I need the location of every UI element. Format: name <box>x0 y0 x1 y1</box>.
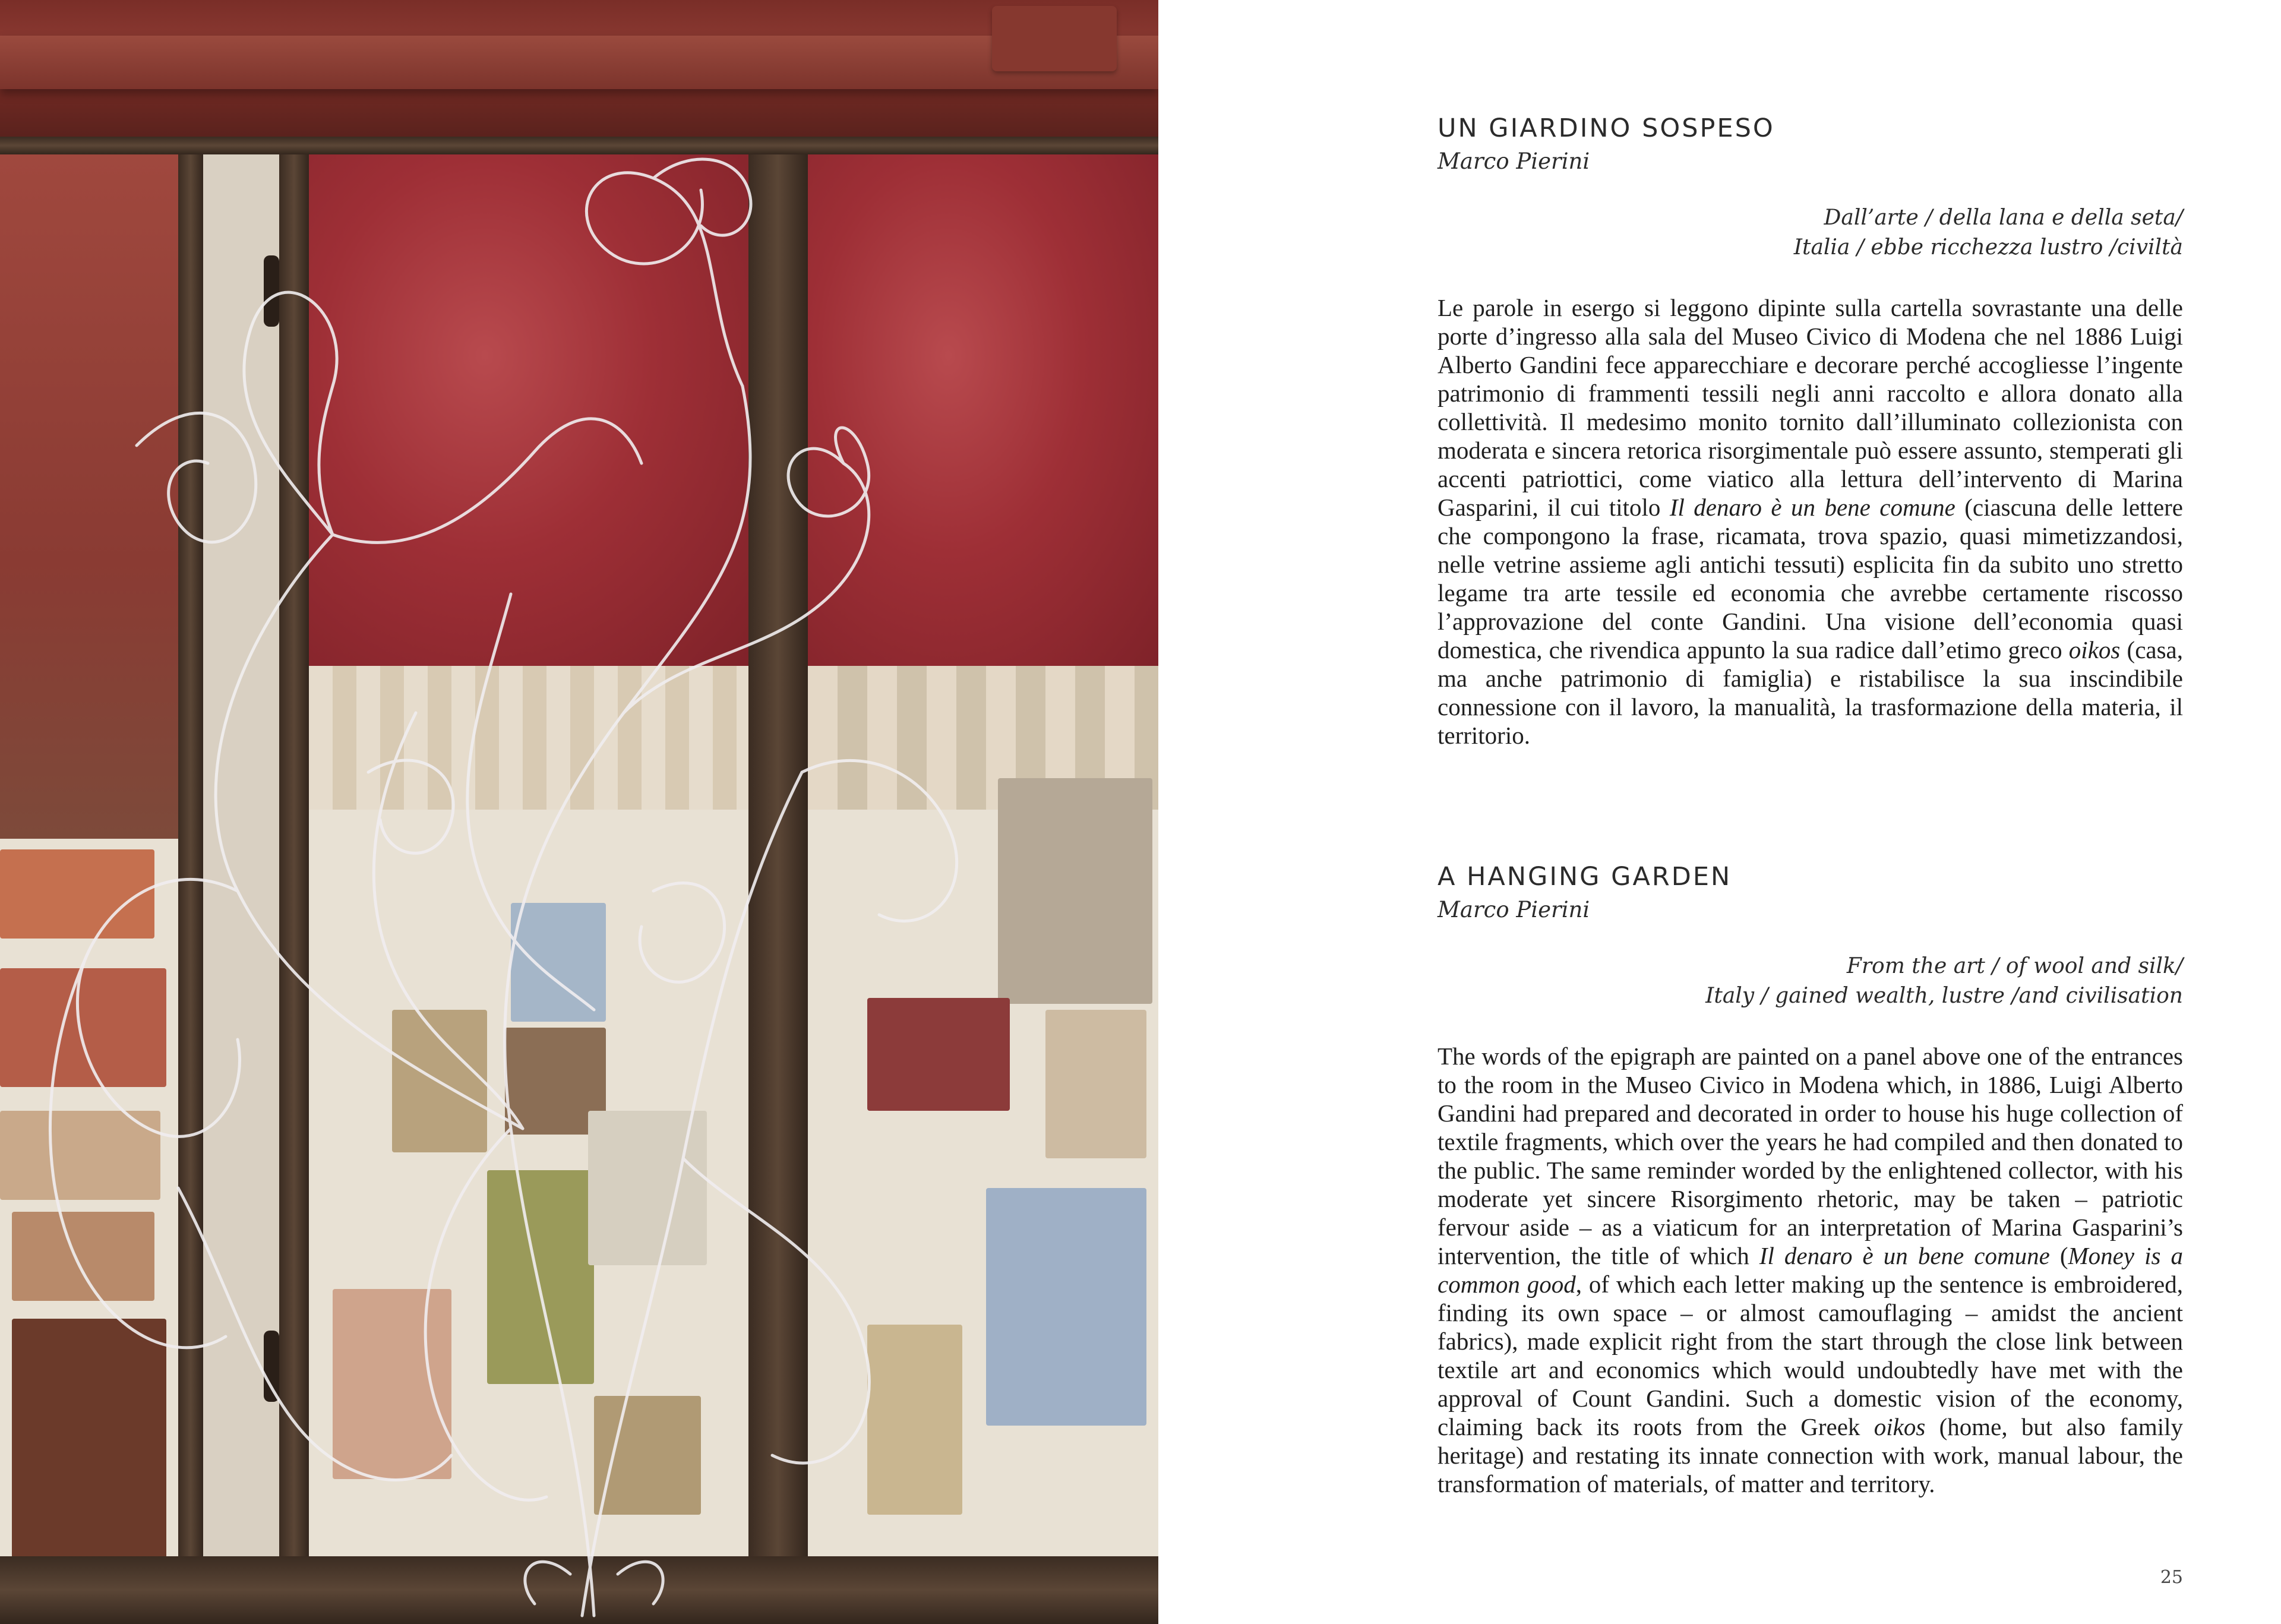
italian-section <box>1438 112 2183 750</box>
english-epigraph-line-1: From the art / of wool and silk/ <box>1846 954 2183 978</box>
italian-epigraph-line-2: Italia / ebbe ricchezza lustro /civiltà <box>1793 235 2183 260</box>
english-body-text: The words of the epigraph are painted on a panel above one of the entrances to the room in the Museo Civico in Modena which, in 1886, Luigi Alberto Gandini had prepared and decorated in order to house his huge collection of textile fragments, which over the years he had compiled and then donated to the public. The same reminder worded by the enlightened collector, with his moderate yet sincere Risorgimento rhetoric, may be taken – patriotic fervour aside – as a viaticum for an interpretation of Marina Gasparini’s intervention, the title of which Il denaro è un bene comune (Money is a common good, of which each letter making up the sentence is embroidered, finding its own space – or almost camouflaging – amidst the ancient fabrics), made explicit right from the start through the close link between textile art and economics which would undoubtedly have met with the approval of Count Gandini. Such a domestic vision of the economy, claiming back its roots from the Greek oikos (home, but also family heritage) and restating its innate connection with work, manual labour, the transformation of materials, of matter and territory. <box>1438 1042 2184 1497</box>
page-number: 25 <box>2160 1567 2183 1588</box>
italian-title: UN GIARDINO SOSPESO <box>1438 113 1775 143</box>
italian-epigraph-line-1: Dall’arte / della lana e della seta/ <box>1824 206 2183 230</box>
italian-author: Marco Pierini <box>1438 149 1590 174</box>
english-epigraph-line-2: Italy / gained wealth, lustre /and civilisation <box>1705 984 2183 1008</box>
english-section <box>1438 860 2183 1498</box>
text-page <box>1158 0 2281 1624</box>
english-author: Marco Pierini <box>1438 897 1590 922</box>
english-title: A HANGING GARDEN <box>1438 862 1732 892</box>
italian-body-text: Le parole in esergo si leggono dipinte sulla cartella sovrastante una delle porte d’ingresso alla sala del Museo Civico di Modena che nel 1886 Luigi Alberto Gandini fece apparecchiare e decorare perché accogliesse l’ingente patrimonio di frammenti tessili negli anni raccolto e allora donato alla collettività. Il medesimo monito tornito dall’illuminato collezionista con moderata e sincera retorica risorgimentale può essere assunto, stemperati gli accenti patriottici, come viatico alla lettura dell’intervento di Marina Gasparini, il cui titolo Il denaro è un bene comune (ciascuna delle lettere che compongono la frase, ricamata, trova spazio, quasi mimetizzandosi, nelle vetrine assieme agli antichi tessuti) esplicita fin da subito uno stretto legame tra arte tessile ed economia che avrebbe certamente riscosso l’approvazione del conte Gandini. Una visione dell’economia quasi domestica, che rivendica appunto la sua radice dall’etimo greco oikos (casa, ma anche patrimonio di famiglia) e ristabilisce la sua inscindibile connessione con il lavoro, la manualità, la trasformazione della materia, il territorio. <box>1438 294 2184 749</box>
